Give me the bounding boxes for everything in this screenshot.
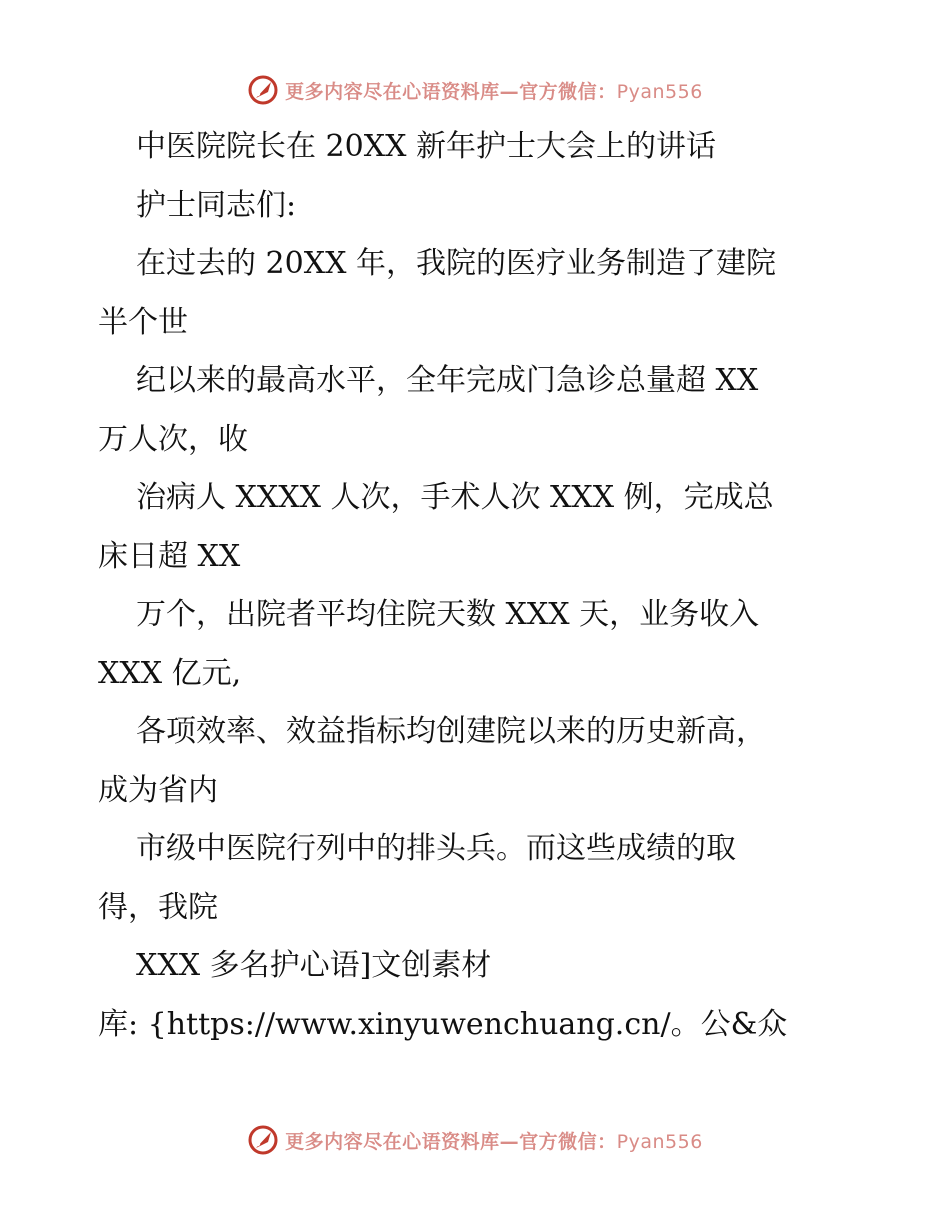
body-line: 库: {https://www.xinyuwenchuang.cn/。公&众 [98, 1006, 788, 1042]
body-line: 在过去的 20XX 年，我院的医疗业务制造了建院 [136, 246, 776, 281]
body-line: 万个，出院者平均住院天数 XXX 天，业务收入 [136, 597, 760, 632]
footer-wechat-account: Pyan556 [616, 1130, 703, 1153]
body-line: 各项效率、效益指标均创建院以来的历史新高， [136, 714, 766, 749]
footer-banner [0, 1120, 950, 1160]
body-line: 得，我院 [98, 889, 218, 925]
body-line: XXX 多名护心语]文创素材 [136, 948, 492, 983]
footer-banner-text: 更多内容尽在心语资料库—官方微信：Pyan556 [285, 1130, 703, 1153]
body-line: XXX 亿元, [98, 655, 242, 691]
document-title: 中医院院长在 20XX 新年护士大会上的讲话 [136, 129, 716, 164]
body-line: 床日超 XX [98, 538, 241, 574]
body-line: 半个世 [98, 304, 188, 340]
salutation: 护士同志们: [136, 187, 297, 223]
body-line: 成为省内 [98, 772, 218, 808]
quill-logo-icon [247, 1124, 279, 1156]
body-line: 市级中医院行列中的排头兵。而这些成绩的取 [136, 831, 736, 866]
header-banner [0, 70, 950, 110]
header-banner-text: 更多内容尽在心语资料库—官方微信：Pyan556 [285, 80, 703, 103]
body-line: 治病人 XXXX 人次，手术人次 XXX 例，完成总 [136, 480, 774, 515]
quill-logo-icon [247, 74, 279, 106]
document-body [98, 118, 898, 1054]
body-line: 纪以来的最高水平，全年完成门急诊总量超 XX [136, 363, 759, 398]
body-line: 万人次，收 [98, 421, 248, 457]
header-wechat-account: Pyan556 [616, 80, 703, 103]
